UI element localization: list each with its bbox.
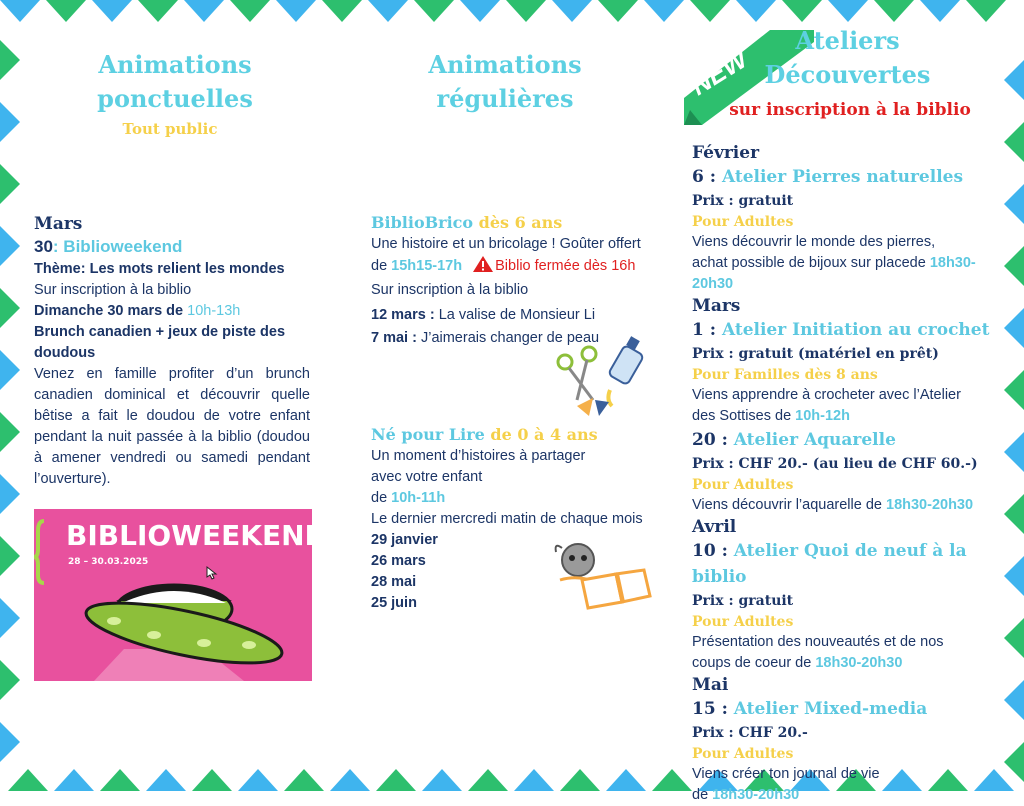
atelier-description [692,253,998,295]
left-column-body [34,213,310,490]
date-label: 12 mars : [371,307,435,323]
atelier-description [692,406,998,427]
atelier-time: 18h30-20h30 [712,787,800,803]
atelier-audience: Pour Adultes [692,614,794,630]
border-triangle [514,769,554,791]
border-triangle [0,412,20,452]
time-prefix: de [371,258,392,274]
border-triangle [0,474,20,514]
border-triangle [54,769,94,791]
atelier-item [692,427,998,516]
atelier-audience: Pour Adultes [692,746,794,762]
atelier-day: 1 : [692,320,717,340]
section-time: 10h-11h [391,490,446,506]
event-brunch: Brunch canadien + jeux de piste des doudous [34,324,286,361]
border-triangle [100,769,140,791]
atelier-item [692,538,998,674]
border-triangle [0,288,20,328]
event-inscription: Sur inscription à la biblio [34,282,192,298]
border-triangle [736,0,776,22]
bibliobrico-section [371,212,671,350]
event-name: : Biblioweekend [52,237,183,256]
border-triangle [0,0,40,22]
atelier-item [692,696,998,806]
poster-dates: 28 – 30.03.2025 [68,557,149,567]
date-prefix: Dimanche 30 mars de [34,303,188,319]
atelier-title [692,164,998,190]
section-time-line [371,488,671,509]
month-heading: Mars [34,214,83,234]
description-text: Viens créer ton journal de vie [692,766,880,782]
border-triangle [1004,742,1024,782]
border-triangle [1004,246,1024,286]
border-triangle [1004,122,1024,162]
border-triangle [552,0,592,22]
month-heading: Mars [692,296,741,316]
atelier-price: Prix : gratuit [692,193,794,209]
event-time: 10h-13h [187,303,241,319]
atelier-description [692,653,998,674]
border-triangle [0,40,20,80]
border-triangle [184,0,224,22]
border-triangle [0,660,20,700]
time-prefix: de [692,787,713,803]
right-column-title [735,24,960,92]
border-triangle [0,164,20,204]
border-triangle [238,769,278,791]
border-triangle [0,350,20,390]
warning-icon [472,255,494,280]
atelier-title [692,696,998,722]
bibliobrico-date-item [371,304,671,327]
description-text: Viens découvrir le monde des pierres, [692,234,936,250]
atelier-title [692,538,998,590]
event-description: Venez en famille profiter d’un brunch canadien dominical et découvrir quelle bêtise a fait le doudou de votre enfant pendant la nuit passée à la biblio (doudou à amener vendredi ou samedi pendant l’ouverture). [34,366,310,487]
atelier-audience: Pour Adultes [692,214,794,230]
atelier-price: Prix : CHF 20.- (au lieu de CHF 60.-) [692,456,978,472]
description-text: Présentation des nouveautés et de nos [692,634,944,650]
border-triangle [276,0,316,22]
border-triangle [92,0,132,22]
biblioweekend-poster [34,509,328,681]
border-triangle [1004,184,1024,224]
border-triangle [966,0,1006,22]
section-name: Né pour Lire [371,425,485,444]
closing-warning: Biblio fermée dès 16h [495,258,636,274]
event-theme: Thème: Les mots relient les mondes [34,261,285,277]
time-prefix: de [371,490,392,506]
border-triangle [468,769,508,791]
atelier-description [692,785,998,806]
atelier-description [692,632,998,653]
border-triangle [782,0,822,22]
atelier-description [692,232,998,253]
section-inscription: Sur inscription à la biblio [371,282,529,298]
middle-column-title [390,48,620,116]
title-line: Animations [98,50,252,79]
section-heading [371,424,671,446]
border-triangle [138,0,178,22]
right-column-subtitle: sur inscription à la biblio [729,100,971,120]
border-triangle [1004,308,1024,348]
border-triangle [1004,432,1024,472]
border-triangle [1004,60,1024,100]
atelier-name: Atelier Mixed-media [727,699,928,719]
atelier-name: Atelier Pierres naturelles [716,167,964,187]
atelier-price: Prix : gratuit [692,593,794,609]
section-time: 15h15-17h [391,258,463,274]
title-line: régulières [436,84,574,113]
section-description: Un moment d’histoires à partager [371,448,586,464]
border-triangle [0,226,20,266]
section-age: dès 6 ans [473,213,563,232]
atelier-day: 10 : [692,541,728,561]
title-line: Animations [428,50,582,79]
atelier-name: Atelier Initiation au crochet [716,320,990,340]
atelier-title [692,317,998,343]
month-heading: Février [692,143,760,163]
border-triangle [146,769,186,791]
left-column-subtitle: Tout public [122,120,218,138]
month-heading: Avril [692,517,737,537]
atelier-price: Prix : gratuit (matériel en prêt) [692,346,939,362]
event-date [34,301,310,322]
ateliers-list [692,142,998,806]
border-triangle [192,769,232,791]
border-triangle [1004,370,1024,410]
border-triangle [606,769,646,791]
description-text: achat possible de bijoux sur place [692,255,910,271]
section-name: BiblioBrico [371,213,474,232]
border-triangle [560,769,600,791]
atelier-name: Atelier Quoi de neuf à la biblio [692,541,967,587]
border-triangle [322,0,362,22]
story-title: La valise de Monsieur Li [434,307,596,323]
atelier-price: Prix : CHF 20.- [692,725,808,741]
atelier-day: 15 : [692,699,728,719]
event-title [34,235,310,259]
border-triangle [8,769,48,791]
story-title: J’aimerais changer de peau [416,330,600,346]
section-description: Une histoire et un bricolage ! Goûter offert [371,236,641,252]
atelier-time: 18h30-20h30 [886,497,974,513]
poster-title: BIBLIOWEEKEND [66,519,328,552]
border-triangle [460,0,500,22]
date-label: 7 mai : [371,330,417,346]
ne-pour-lire-date-item: 25 juin [371,595,417,611]
section-description: Le dernier mercredi matin de chaque mois [371,511,643,527]
border-triangle [330,769,370,791]
description-text: coups de coeur de [692,655,816,671]
atelier-time: 18h30-20h30 [692,255,976,292]
atelier-time: 10h-12h [795,408,850,424]
crafts-illustration [555,340,655,420]
border-triangle [0,102,20,142]
ne-pour-lire-date-item: 28 mai [371,574,417,590]
month-heading: Mai [692,675,729,695]
title-line: Ateliers [795,26,900,55]
atelier-title [692,427,998,453]
border-triangle [230,0,270,22]
description-text: Viens découvrir l’aquarelle de [692,497,886,513]
border-triangle [874,0,914,22]
border-triangle [46,0,86,22]
section-heading [371,212,671,234]
section-time-line [371,255,671,280]
border-triangle [690,0,730,22]
new-badge-label: NEW [685,43,753,102]
border-triangle [1004,494,1024,534]
section-description: avec votre enfant [371,469,483,485]
border-triangle [644,0,684,22]
border-triangle [1004,680,1024,720]
event-day: 30 [34,237,53,256]
atelier-item [692,164,998,295]
atelier-description [692,385,998,406]
atelier-day: 6 : [692,167,717,187]
border-triangle [828,0,868,22]
border-triangle [598,0,638,22]
reading-mascot-illustration [552,540,662,620]
border-triangle [284,769,324,791]
ne-pour-lire-date-item: 29 janvier [371,532,438,548]
title-line: Découvertes [764,60,931,89]
time-prefix: de [909,255,930,271]
atelier-time: 18h30-20h30 [815,655,903,671]
atelier-day: 20 : [692,430,728,450]
border-triangle [414,0,454,22]
description-text: des Sottises de [692,408,796,424]
border-triangle [1004,556,1024,596]
border-triangle [368,0,408,22]
left-column-title [60,48,290,116]
atelier-audience: Pour Adultes [692,477,794,493]
atelier-description [692,764,998,785]
description-text: Viens apprendre à crocheter avec l’Atelier [692,387,961,403]
section-age: de 0 à 4 ans [484,425,598,444]
border-triangle [0,722,20,762]
border-triangle [652,769,692,791]
title-line: ponctuelles [97,84,253,113]
ne-pour-lire-date-item: 26 mars [371,553,426,569]
atelier-audience: Pour Familles dès 8 ans [692,367,878,383]
border-triangle [0,598,20,638]
atelier-name: Atelier Aquarelle [727,430,896,450]
border-triangle [920,0,960,22]
border-triangle [376,769,416,791]
border-triangle [0,536,20,576]
atelier-description [692,495,998,516]
border-triangle [1004,618,1024,658]
atelier-item [692,317,998,427]
border-triangle [506,0,546,22]
border-triangle [422,769,462,791]
